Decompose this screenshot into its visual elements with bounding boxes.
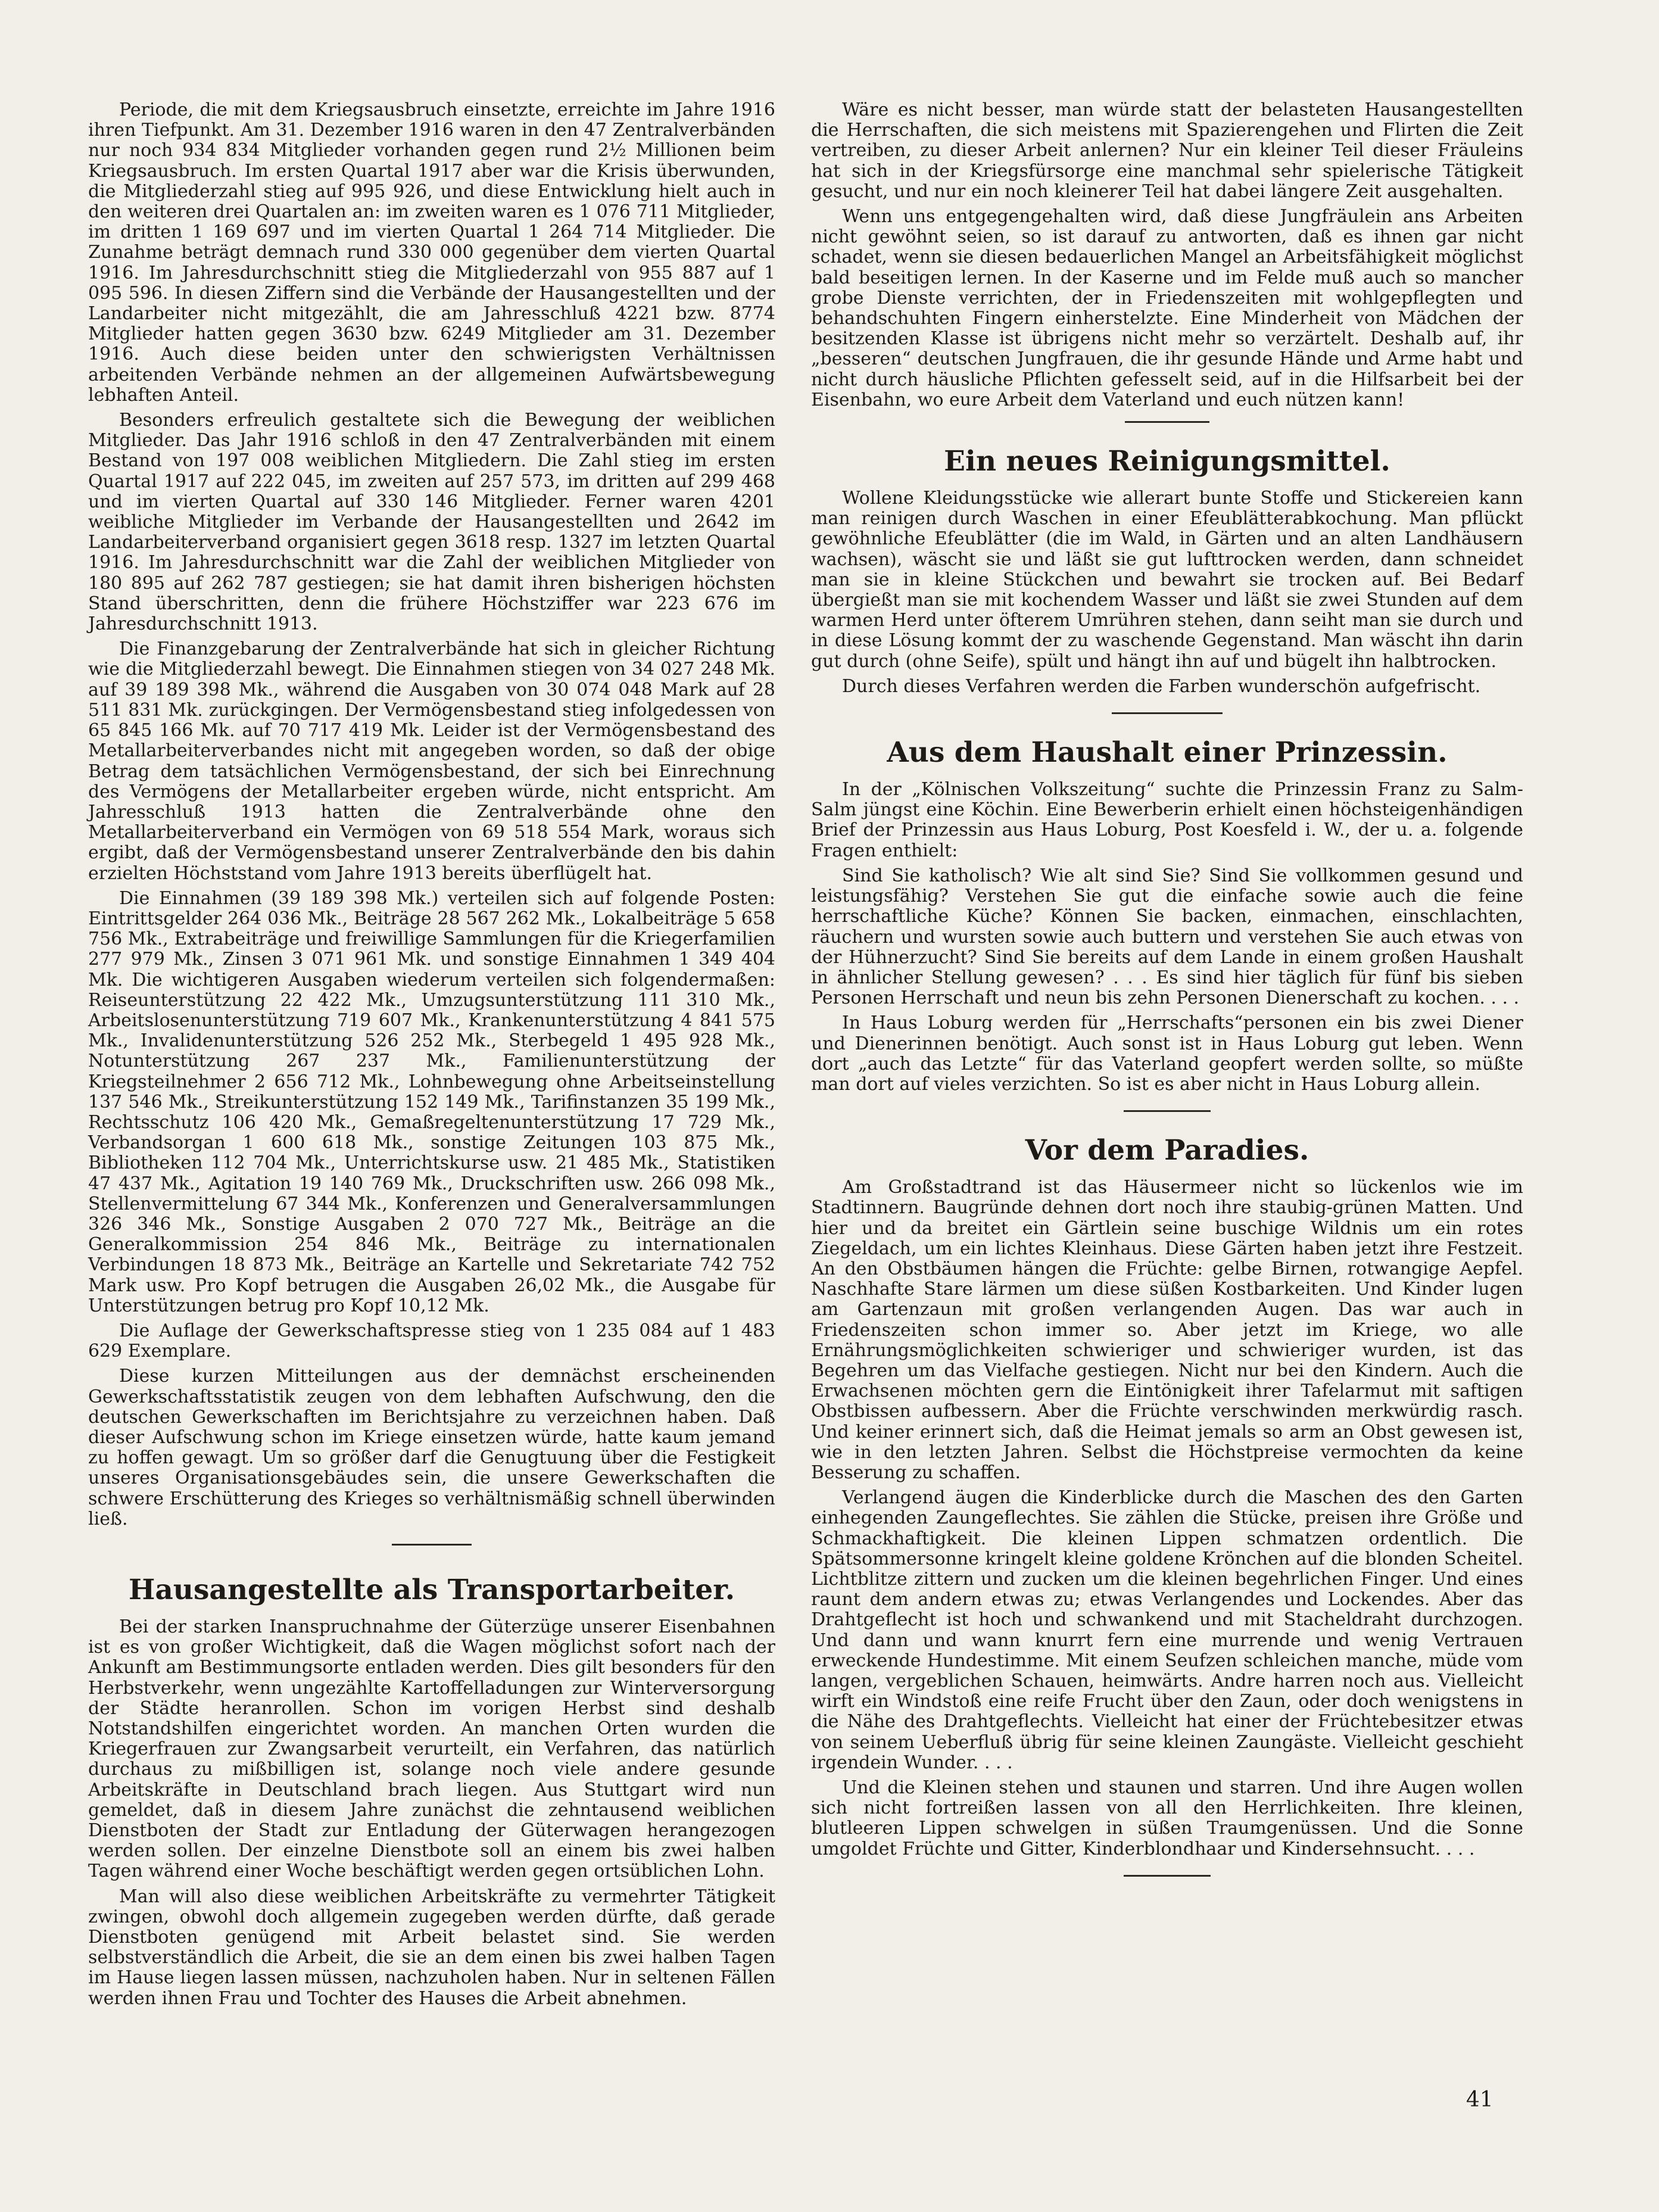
body-paragraph: Die Auflage der Gewerkschaftspresse stieg von 1 235 084 auf 1 483 629 Exemplare. xyxy=(88,1320,775,1362)
body-paragraph: In Haus Loburg werden für „Herrschafts“personen ein bis zwei Diener und Dienerinnen benötigt. Auch sonst ist in Haus Loburg gut leben. Wenn dort „auch das Letzte“ für das Vaterland geopfert werden sollte, so müßte man dort auf vieles verzichten. So ist es aber nicht in Haus Loburg allein. xyxy=(811,1012,1523,1095)
body-paragraph: Die Einnahmen (39 189 398 Mk.) verteilen sich auf folgende Posten: Eintrittsgelder 264 036 Mk., Beiträge 28 567 262 Mk., Lokalbeiträge 5 658 756 Mk., Extrabeiträge und freiwillige Sammlungen für die Kriegerfamilien 277 979 Mk., Zinsen 3 071 961 Mk. und sonstige Einnahmen 1 349 404 Mk. Die wichtigeren Ausgaben wiederum verteilen sich folgendermaßen: Reiseunterstützung 22 422 Mk., Umzugsunterstützung 111 310 Mk., Arbeitslosenunterstützung 719 607 Mk., Krankenunterstützung 4 841 575 Mk., Invalidenunterstützung 526 252 Mk., Sterbegeld 1 495 928 Mk., Notunterstützung 267 237 Mk., Familienunterstützung der Kriegsteilnehmer 2 656 712 Mk., Lohnbewegung ohne Arbeitseinstellung 137 546 Mk., Streikunterstützung 152 149 Mk., Tarifinstanzen 35 199 Mk., Rechtsschutz 106 420 Mk., Gemaßregeltenunterstützung 17 729 Mk., Verbandsorgan 1 600 618 Mk., sonstige Zeitungen 103 875 Mk., Bibliotheken 112 704 Mk., Unterrichtskurse usw. 21 485 Mk., Statistiken 47 437 Mk., Agitation 19 140 769 Mk., Druckschriften usw. 266 098 Mk., Stellenvermittelung 67 344 Mk., Konferenzen und Generalversammlungen 326 346 Mk., Sonstige Ausgaben 2 070 727 Mk., Beiträge an die Generalkommission 254 846 Mk., Beiträge zu internationalen Verbindungen 18 873 Mk., Beiträge an Kartelle und Sekretariate 742 752 Mark usw. Pro Kopf betrugen die Ausgaben 26,02 Mk., die Ausgabe für Unterstützungen betrug pro Kopf 10,12 Mk. xyxy=(88,887,775,1316)
article-title: Hausangestellte als Transportarbeiter. xyxy=(128,1574,735,1607)
body-paragraph: Wenn uns entgegengehalten wird, daß diese Jungfräulein ans Arbeiten nicht gewöhnt seien, so ist darauf zu antworten, daß es ihnen gar nicht schadet, wenn sie diesen bedauerlichen Mangel an Arbeitsfähigkeit möglichst bald beseitigen lernen. In der Kaserne und im Felde muß auch so mancher grobe Dienste verrichten, der in Friedenszeiten mit wohlgepflegten und behandschuhten Fingern einherstelzte. Eine Minderheit von Mädchen der besitzenden Klasse ist übrigens nicht mehr so verzärtelt. Deshalb auf, ihr „besseren“ deutschen Jungfrauen, die ihr gesunde Hände und Arme habt und nicht durch häusliche Pflichten gefesselt seid, auf in die Hilfsarbeit bei der Eisenbahn, wo eure Arbeit dem Vaterland und euch nützen kann! xyxy=(811,206,1523,410)
body-paragraph: Verlangend äugen die Kinderblicke durch die Maschen des den Garten einhegenden Zaungeflechtes. Sie zählen die Stücke, preisen ihre Größe und Schmackhaftigkeit. Die kleinen Lippen schmatzen ordentlich. Die Spätsommersonne kringelt kleine goldene Krönchen auf die blonden Scheitel. Lichtblitze zittern und zucken um die kleinen begehrlichen Finger. Und eines raunt dem andern etwas zu; etwas Verlangendes und Lockendes. Aber das Drahtgeflecht ist hoch und schwankend und mit Stacheldraht durchzogen. Und dann und wann knurrt fern eine murrende und wenig Vertrauen erweckende Hundestimme. Mit einem Seufzen schleichen manche, müde vom langen, vergeblichen Schauen, heimwärts. Andre harren noch aus. Vielleicht wirft ein Windstoß eine reife Frucht über den Zaun, oder doch wenigstens in die Nähe des Drahtgeflechts. Vielleicht hat einer der Früchtebesitzer etwas von seinem Ueberfluß übrig für seine kleinen Zaungäste. Vielleicht geschieht irgendein Wunder. . . . xyxy=(811,1487,1523,1773)
section-divider xyxy=(1125,421,1209,423)
article-title: Ein neues Reinigungsmittel. xyxy=(944,445,1390,478)
body-paragraph: Durch dieses Verfahren werden die Farben wunderschön aufgefrischt. xyxy=(842,675,1481,697)
body-paragraph: Und die Kleinen stehen und staunen und starren. Und ihre Augen wollen sich nicht fortreißen lassen von all den Herrlichkeiten. Ihre kleinen, blutleeren Lippen schwelgen in süßen Traumgenüssen. Und die Sonne umgoldet Früchte und Gitter, Kinderblondhaar und Kindersehnsucht. . . . xyxy=(811,1777,1523,1859)
article-title: Vor dem Paradies. xyxy=(1025,1134,1309,1167)
section-divider xyxy=(1112,712,1223,714)
right-column xyxy=(811,100,1523,1877)
article-title: Aus dem Haushalt einer Prinzessin. xyxy=(887,736,1448,769)
body-paragraph: Periode, die mit dem Kriegsausbruch einsetzte, erreichte im Jahre 1916 ihren Tiefpunkt. Am 31. Dezember 1916 waren in den 47 Zentralverbänden nur noch 934 834 Mitglieder vorhanden gegen rund 2½ Millionen beim Kriegsausbruch. Im ersten Quartal 1917 aber war die Krisis überwunden, die Mitgliederzahl stieg auf 995 926, und diese Entwicklung hielt auch in den weiteren drei Quartalen an: im zweiten waren es 1 076 711 Mitglieder, im dritten 1 169 697 und im vierten Quartal 1 264 714 Mitglieder. Die Zunahme beträgt demnach rund 330 000 gegenüber dem vierten Quartal 1916. Im Jahresdurchschnitt stieg die Mitgliederzahl von 955 887 auf 1 095 596. In diesen Ziffern sind die Verbände der Hausangestellten und der Landarbeiter nicht mitgezählt, die am Jahresschluß 4221 bzw. 8774 Mitglieder hatten gegen 3630 bzw. 6249 Mitglieder am 31. Dezember 1916. Auch diese beiden unter den schwierigsten Verhältnissen arbeitenden Verbände nehmen an der allgemeinen Aufwärtsbewegung lebhaften Anteil. xyxy=(88,99,775,406)
body-paragraph: Man will also diese weiblichen Arbeitskräfte zu vermehrter Tätigkeit zwingen, obwohl doch allgemein zugegeben werden dürfte, daß gerade Dienstboten genügend mit Arbeit belastet sind. Sie werden selbstverständlich die Arbeit, die sie an dem einen bis zwei halben Tagen im Hause liegen lassen müssen, nachzuholen haben. Nur in seltenen Fällen werden ihnen Frau und Tochter des Hauses die Arbeit abnehmen. xyxy=(88,1886,775,2009)
body-paragraph: Am Großstadtrand ist das Häusermeer nicht so lückenlos wie im Stadtinnern. Baugründe dehnen dort noch ihre staubig-grünen Matten. Und hier und da breitet ein Gärtlein seine buschige Wildnis um ein rotes Ziegeldach, um ein lichtes Kleinhaus. Diese Gärten haben jetzt ihre Festzeit. An den Obstbäumen hängen die Früchte: gelbe Birnen, rotwangige Aepfel. Naschhafte Stare lärmen um diese süßen Kostbarkeiten. Und Kinder lugen am Gartenzaun mit großen verlangenden Augen. Das war auch in Friedenszeiten schon immer so. Aber jetzt im Kriege, wo alle Ernährungsmöglichkeiten schwieriger und schwieriger wurden, ist das Begehren um das Vielfache gestiegen. Nicht nur bei den Kindern. Auch die Erwachsenen möchten gern die Eintönigkeit ihrer Tafelarmut mit saftigen Obstbissen aufbessern. Aber die Früchte verschwinden merkwürdig rasch. Und keiner erinnert sich, daß die Heimat jemals so arm an Obst gewesen ist, wie in den letzten Jahren. Selbst die Höchstpreise vermochten da keine Besserung zu schaffen. xyxy=(811,1177,1523,1483)
body-paragraph: Besonders erfreulich gestaltete sich die Bewegung der weiblichen Mitglieder. Das Jahr 1916 schloß in den 47 Zentralverbänden mit einem Bestand von 197 008 weiblichen Mitgliedern. Die Zahl stieg im ersten Quartal 1917 auf 222 045, im zweiten auf 257 573, im dritten auf 299 468 und im vierten Quartal auf 330 146 Mitglieder. Ferner waren 4201 weibliche Mitglieder im Verbande der Hausangestellten und 2642 im Landarbeiterverband organisiert gegen 3618 resp. 1327 im letzten Quartal 1916. Im Jahresdurchschnitt war die Zahl der weiblichen Mitglieder von 180 895 auf 262 787 gestiegen; sie hat damit ihren bisherigen höchsten Stand überschritten, denn die frühere Höchstziffer war 223 676 im Jahresdurchschnitt 1913. xyxy=(88,410,775,635)
section-divider xyxy=(1124,1110,1211,1112)
section-divider xyxy=(392,1544,472,1546)
page-number: 41 xyxy=(1466,2088,1493,2112)
body-paragraph: Die Finanzgebarung der Zentralverbände hat sich in gleicher Richtung wie die Mitgliederzahl bewegt. Die Einnahmen stiegen von 34 027 248 Mk. auf 39 189 398 Mk., während die Ausgaben von 30 074 048 Mark auf 28 511 831 Mk. zurückgingen. Der Vermögensbestand stieg infolgedessen von 65 845 166 Mk. auf 70 717 419 Mk. Leider ist der Vermögensbestand des Metallarbeiterverbandes nicht mit angegeben worden, so daß der obige Betrag dem tatsächlichen Vermögensbestand, der sich bei Einrechnung des Vermögens der Metallarbeiter ergeben würde, nicht entspricht. Am Jahresschluß 1913 hatten die Zentralverbände ohne den Metallarbeiterverband ein Vermögen von 69 518 554 Mark, woraus sich ergibt, daß der Vermögensbestand unserer Zentralverbände den bis dahin erzielten Höchststand vom Jahre 1913 bereits überflügelt hat. xyxy=(88,638,775,884)
body-paragraph: Wäre es nicht besser, man würde statt der belasteten Hausangestellten die Herrschaften, die sich meistens mit Spazierengehen und Flirten die Zeit vertreiben, zu dieser Arbeit anlernen? Nur ein kleiner Teil dieser Fräuleins hat sich in der Kriegsfürsorge eine manchmal sehr spielerische Tätigkeit gesucht, und nur ein noch kleinerer Teil hat dabei längere Zeit ausgehalten. xyxy=(811,99,1523,202)
body-paragraph: Bei der starken Inanspruchnahme der Güterzüge unserer Eisenbahnen ist es von großer Wichtigkeit, daß die Wagen möglichst sofort nach der Ankunft am Bestimmungsorte entladen werden. Dies gilt besonders für den Herbstverkehr, wenn ungezählte Kartoffelladungen zur Winterversorgung der Städte heranrollen. Schon im vorigen Herbst sind deshalb Notstandshilfen eingerichtet worden. An manchen Orten wurden die Kriegerfrauen zur Zwangsarbeit verurteilt, ein Verfahren, das natürlich durchaus zu mißbilligen ist, solange noch viele andere gesunde Arbeitskräfte in Deutschland brach liegen. Aus Stuttgart wird nun gemeldet, daß in diesem Jahre zunächst die zehntausend weiblichen Dienstboten der Stadt zur Entladung der Güterwagen herangezogen werden sollen. Der einzelne Dienstbote soll an einem bis zwei halben Tagen während einer Woche beschäftigt werden gegen ortsüblichen Lohn. xyxy=(88,1616,775,1882)
body-paragraph: In der „Kölnischen Volkszeitung“ suchte die Prinzessin Franz zu Salm-Salm jüngst eine Köchin. Eine Bewerberin erhielt einen höchsteigenhändigen Brief der Prinzessin aus Haus Loburg, Post Koesfeld i. W., der u. a. folgende Fragen enthielt: xyxy=(811,779,1523,861)
left-column xyxy=(88,100,775,2014)
body-paragraph: Diese kurzen Mitteilungen aus der demnächst erscheinenden Gewerkschaftsstatistik zeugen von dem lebhaften Aufschwung, den die deutschen Gewerkschaften im Berichtsjahre zu verzeichnen haben. Daß dieser Aufschwung schon im Kriege einsetzen würde, hatte kaum jemand zu hoffen gewagt. Um so größer darf die Genugtuung über die Festigkeit unseres Organisationsgebäudes sein, die unsere Gewerkschaften die schwere Erschütterung des Krieges so verhältnismäßig schnell überwinden ließ. xyxy=(88,1366,775,1529)
body-paragraph: Sind Sie katholisch? Wie alt sind Sie? Sind Sie vollkommen gesund und leistungsfähig? Verstehen Sie gut die einfache sowie auch die feine herrschaftliche Küche? Können Sie backen, einmachen, einschlachten, räuchern und wursten sowie auch buttern und verstehen Sie auch etwas von der Hühnerzucht? Sind Sie bereits auf dem Lande in einem großen Haushalt in ähnlicher Stellung gewesen? . . . Es sind hier täglich für fünf bis sieben Personen Herrschaft und neun bis zehn Personen Dienerschaft zu kochen. . . . xyxy=(811,865,1523,1009)
section-divider xyxy=(1124,1875,1211,1877)
body-paragraph: Wollene Kleidungsstücke wie allerart bunte Stoffe und Stickereien kann man reinigen durch Waschen in einer Efeublätterabkochung. Man pflückt gewöhnliche Efeublätter (die im Wald, in Gärten und an alten Landhäusern wachsen), wäscht sie und läßt sie gut lufttrocken werden, dann schneidet man sie in kleine Stückchen und bewahrt sie trocken auf. Bei Bedarf übergießt man sie mit kochendem Wasser und läßt sie zwei Stunden auf dem warmen Herd unter öfterem Umrühren stehen, dann seiht man sie durch und in diese Lösung kommt der zu waschende Gegenstand. Man wäscht ihn darin gut durch (ohne Seife), spült und hängt ihn auf und bügelt ihn halbtrocken. xyxy=(811,488,1523,672)
